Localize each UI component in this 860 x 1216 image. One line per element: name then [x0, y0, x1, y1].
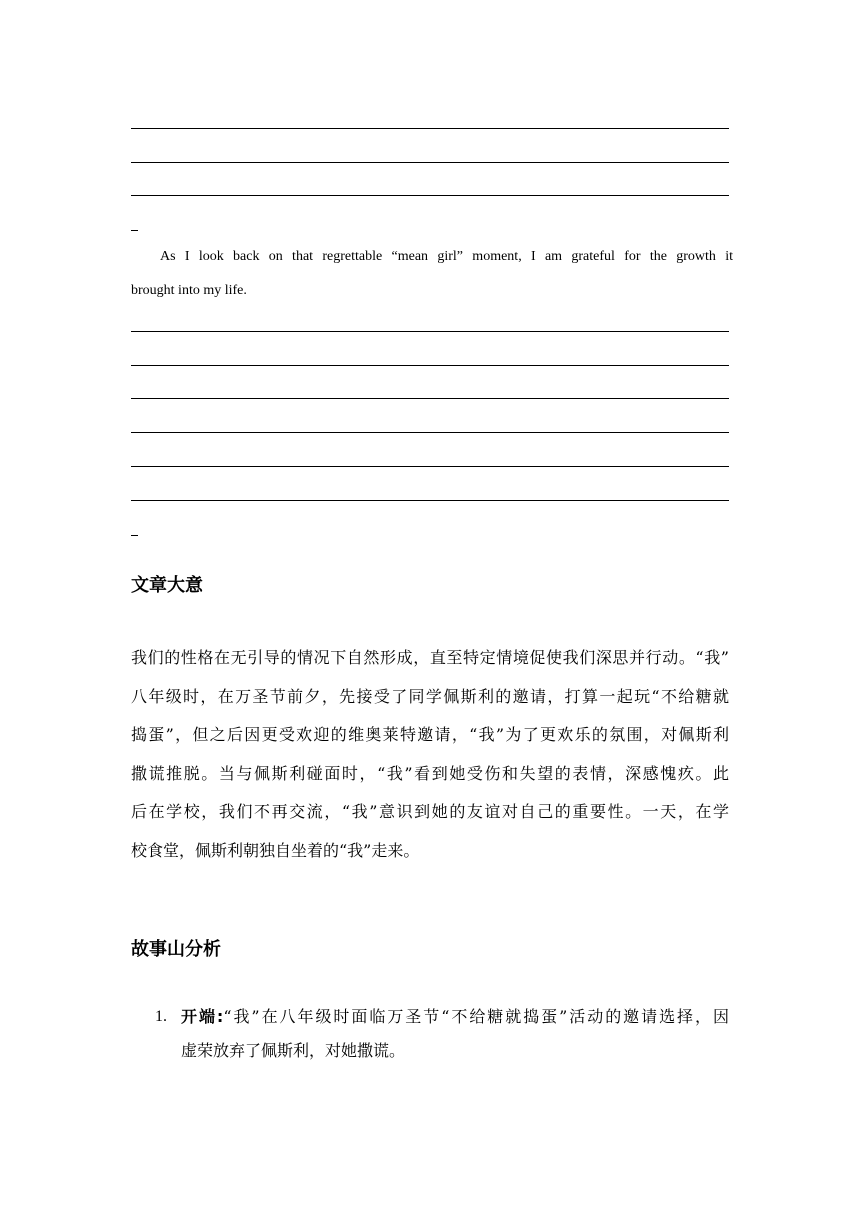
answer-line: [131, 365, 729, 366]
paragraph-prompt-line1: As I look back on that regrettable “mean girl” moment, I am grateful for the growth it: [160, 249, 733, 264]
summary-paragraph: [131, 639, 729, 871]
paragraph-prompt-line2: brought into my life.: [131, 283, 247, 298]
analysis-list-item: [155, 1000, 729, 1068]
summary-line: 我们的性格在无引导的情况下自然形成，直至特定情境促使我们深思并行动。“我”: [131, 648, 729, 667]
list-number: 1.: [155, 1008, 167, 1025]
analysis-item-text: “我”在八年级时面临万圣节“不给糖就捣蛋”活动的邀请选择，因: [223, 1007, 729, 1026]
answer-line: [131, 128, 729, 129]
paragraph-prompt: [131, 240, 733, 308]
summary-line: 撒谎推脱。当与佩斯利碰面时，“我”看到她受伤和失望的表情，深感愧疚。此: [131, 763, 729, 783]
answer-line: [131, 500, 729, 501]
summary-line: 捣蛋”，但之后因更受欢迎的维奥莱特邀请，“我”为了更欢乐的氛围，对佩斯利: [131, 725, 729, 745]
answer-line: [131, 195, 729, 196]
analysis-item-line1: [181, 1000, 729, 1034]
analysis-heading: 故事山分析: [131, 939, 221, 960]
answer-line: [131, 466, 729, 467]
answer-line: [131, 162, 729, 163]
answer-line: [131, 331, 729, 332]
summary-heading: 文章大意: [131, 575, 203, 596]
answer-line: [131, 432, 729, 433]
answer-line-end: [131, 230, 138, 231]
analysis-item-label: 开端:: [181, 1007, 224, 1026]
summary-line: 后在学校，我们不再交流，“我”意识到她的友谊对自己的重要性。一天，在学: [131, 802, 729, 822]
summary-line: 校食堂，佩斯利朝独自坐着的“我”走来。: [131, 840, 420, 860]
analysis-item-line2: 虚荣放弃了佩斯利，对她撒谎。: [181, 1041, 406, 1060]
answer-line: [131, 398, 729, 399]
answer-line-end: [131, 535, 138, 536]
summary-line: 八年级时，在万圣节前夕，先接受了同学佩斯利的邀请，打算一起玩“不给糖就: [131, 686, 729, 706]
